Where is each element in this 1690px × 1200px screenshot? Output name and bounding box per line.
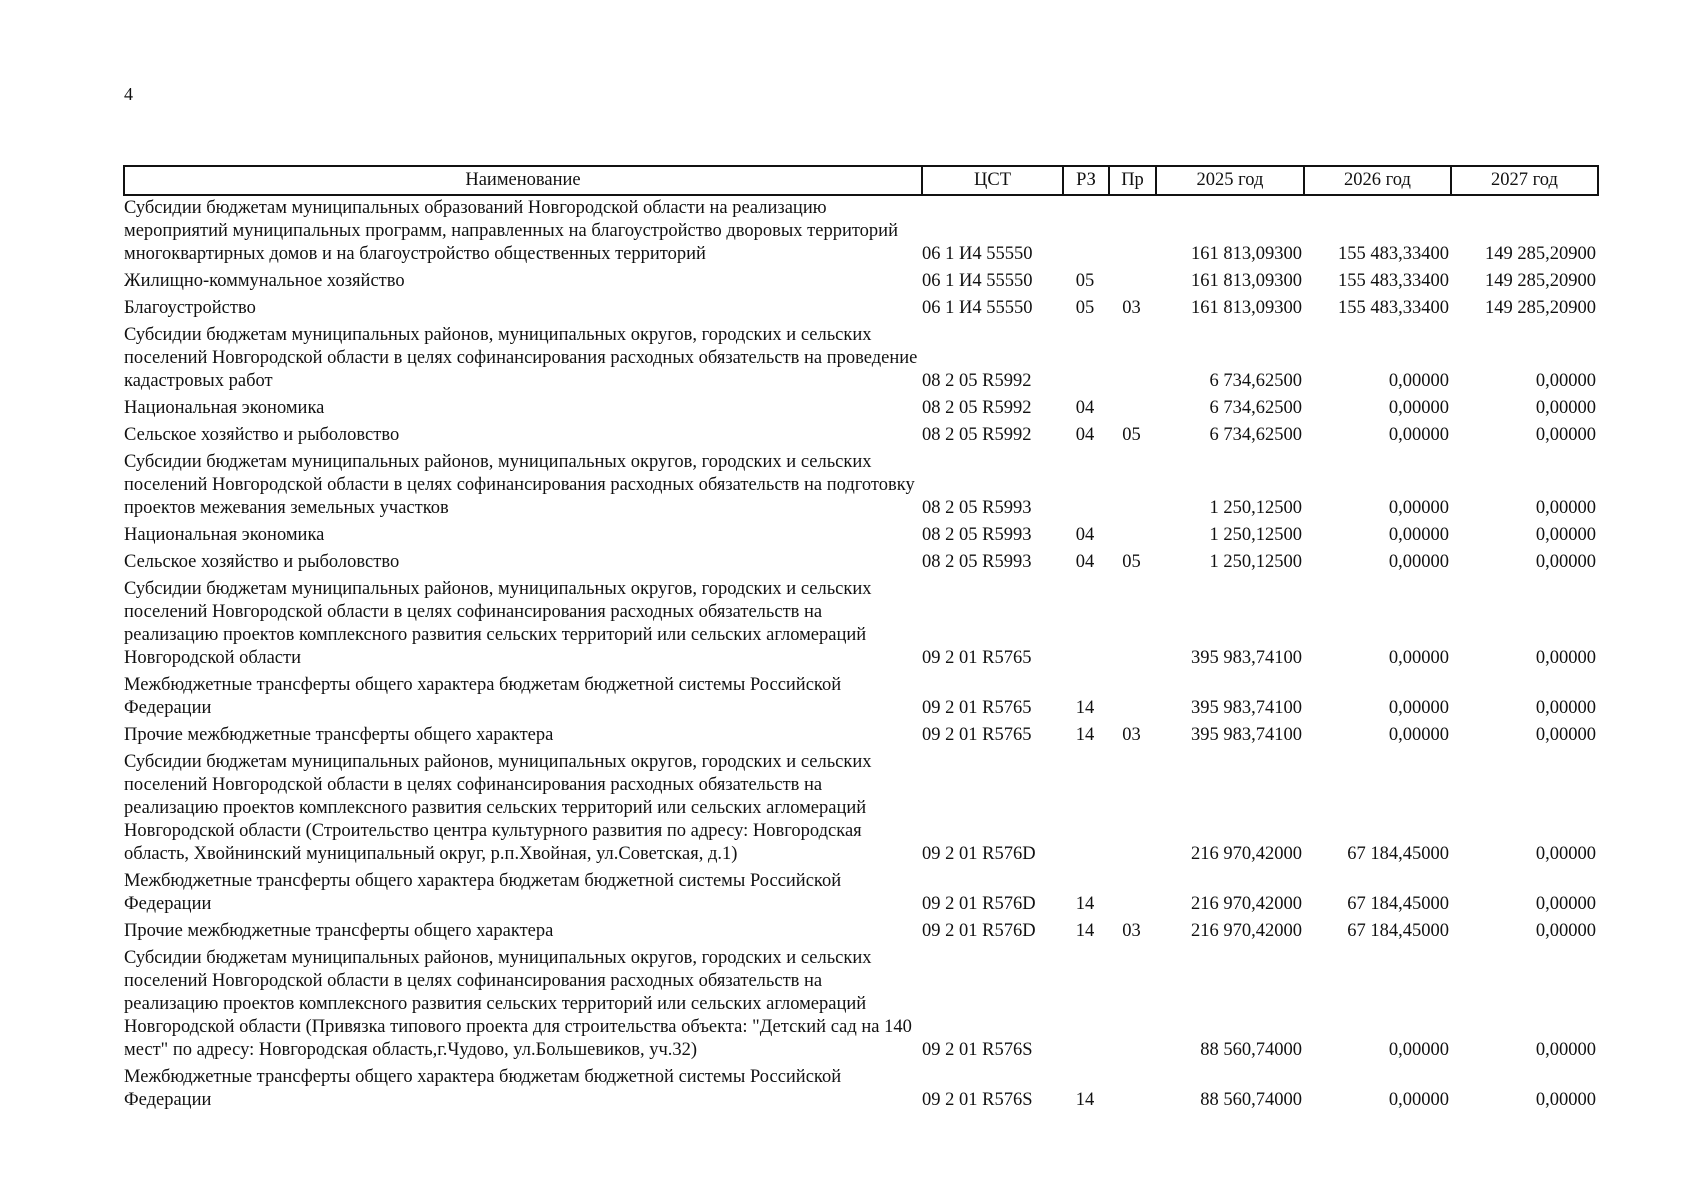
row-pr: 05 <box>1122 425 1141 445</box>
row-cst: 09 2 01 R5765 <box>922 698 1032 718</box>
row-cst: 08 2 05 R5992 <box>922 371 1032 391</box>
row-2026: 0,00000 <box>1388 371 1449 391</box>
table-row <box>124 750 1598 869</box>
row-name: Сельское хозяйство и рыболовство <box>124 425 400 445</box>
row-pr <box>1109 869 1156 919</box>
row-cst: 08 2 05 R5992 <box>922 425 1032 445</box>
row-cst: 08 2 05 R5993 <box>922 552 1032 572</box>
row-cst: 09 2 01 R576S <box>922 1040 1033 1060</box>
row-rz: 04 <box>1075 525 1095 545</box>
row-name: Прочие межбюджетные трансферты общего характера <box>124 921 554 941</box>
row-2025: 395 983,74100 <box>1191 648 1302 668</box>
row-pr: 05 <box>1122 552 1141 572</box>
row-rz: 14 <box>1075 894 1095 914</box>
row-rz: 14 <box>1075 725 1095 745</box>
row-name: Жилищно-коммунальное хозяйство <box>124 271 405 291</box>
row-2026: 0,00000 <box>1388 552 1449 572</box>
row-2027: 0,00000 <box>1535 894 1596 914</box>
row-2027: 0,00000 <box>1535 371 1596 391</box>
row-cst: 08 2 05 R5993 <box>922 525 1032 545</box>
table-row <box>124 396 1598 423</box>
row-pr <box>1109 673 1156 723</box>
row-name: Межбюджетные трансферты общего характера бюджетам бюджетной системы Российской Федерации <box>124 675 842 718</box>
row-pr: 03 <box>1122 725 1141 745</box>
row-2026: 67 184,45000 <box>1347 894 1449 914</box>
row-pr <box>1109 450 1156 523</box>
row-2027: 0,00000 <box>1535 648 1596 668</box>
row-cst: 09 2 01 R576D <box>922 894 1036 914</box>
table-row <box>124 323 1598 396</box>
row-2025: 1 250,12500 <box>1209 552 1302 572</box>
header-cst: ЦСТ <box>922 166 1063 195</box>
table-row <box>124 450 1598 523</box>
table-row <box>124 869 1598 919</box>
row-rz: 14 <box>1075 1090 1095 1110</box>
row-rz <box>1063 750 1109 869</box>
row-rz: 04 <box>1075 425 1095 445</box>
row-2026: 0,00000 <box>1388 1040 1449 1060</box>
row-cst: 06 1 И4 55550 <box>922 271 1033 291</box>
header-2025: 2025 год <box>1156 166 1304 195</box>
budget-table <box>123 165 1599 1115</box>
row-2027: 149 285,20900 <box>1485 298 1596 318</box>
row-name: Сельское хозяйство и рыболовство <box>124 552 400 572</box>
table-row <box>124 550 1598 577</box>
row-2027: 0,00000 <box>1535 425 1596 445</box>
row-2027: 0,00000 <box>1535 844 1596 864</box>
header-rz: РЗ <box>1063 166 1109 195</box>
row-2025: 216 970,42000 <box>1191 921 1302 941</box>
row-name: Субсидии бюджетам муниципальных районов, муниципальных округов, городских и сельских поселений Новгородской области в целях софинансирования расходных обязательств на подготовку проектов межевания земельных участков <box>124 452 915 518</box>
row-name: Субсидии бюджетам муниципальных районов, муниципальных округов, городских и сельских поселений Новгородской области в целях софинансирования расходных обязательств на проведение кадастровых работ <box>124 325 918 391</box>
row-2026: 0,00000 <box>1388 648 1449 668</box>
table-row <box>124 296 1598 323</box>
row-2025: 88 560,74000 <box>1200 1090 1302 1110</box>
table-row <box>124 423 1598 450</box>
row-2026: 0,00000 <box>1388 698 1449 718</box>
table-row <box>124 673 1598 723</box>
row-cst: 09 2 01 R576S <box>922 1090 1033 1110</box>
row-cst: 08 2 05 R5992 <box>922 398 1032 418</box>
table-row <box>124 269 1598 296</box>
row-2026: 67 184,45000 <box>1347 921 1449 941</box>
row-pr: 03 <box>1122 298 1141 318</box>
row-rz <box>1063 323 1109 396</box>
row-name: Субсидии бюджетам муниципальных районов, муниципальных округов, городских и сельских поселений Новгородской области в целях софинансирования расходных обязательств на реализацию проектов комплексного развития сельских территорий или сельских агломераций Новгородской области (Привязка типового проекта для строительства объекта: "Детский сад на 140 мест" по адресу: Новгородская область,г.Чудово, ул.Большевиков, уч.32) <box>124 948 912 1060</box>
row-2027: 0,00000 <box>1535 398 1596 418</box>
row-2025: 161 813,09300 <box>1191 271 1302 291</box>
row-2026: 0,00000 <box>1388 1090 1449 1110</box>
row-rz: 05 <box>1075 271 1095 291</box>
row-name: Национальная экономика <box>124 525 325 545</box>
row-2027: 0,00000 <box>1535 698 1596 718</box>
header-pr: Пр <box>1109 166 1156 195</box>
row-2027: 0,00000 <box>1535 1040 1596 1060</box>
table-row <box>124 723 1598 750</box>
row-rz: 14 <box>1075 921 1095 941</box>
row-2027: 0,00000 <box>1535 552 1596 572</box>
row-pr <box>1109 323 1156 396</box>
row-rz: 04 <box>1075 552 1095 572</box>
table-row <box>124 195 1598 269</box>
row-2027: 149 285,20900 <box>1485 244 1596 264</box>
table-header-row <box>124 166 1598 195</box>
row-2026: 0,00000 <box>1388 398 1449 418</box>
row-2025: 88 560,74000 <box>1200 1040 1302 1060</box>
row-2027: 0,00000 <box>1535 498 1596 518</box>
row-2025: 216 970,42000 <box>1191 894 1302 914</box>
row-2025: 1 250,12500 <box>1209 498 1302 518</box>
table-row <box>124 919 1598 946</box>
row-2025: 6 734,62500 <box>1209 371 1302 391</box>
row-cst: 09 2 01 R5765 <box>922 725 1032 745</box>
row-name: Межбюджетные трансферты общего характера бюджетам бюджетной системы Российской Федерации <box>124 871 842 914</box>
row-pr: 03 <box>1122 921 1141 941</box>
row-2025: 161 813,09300 <box>1191 244 1302 264</box>
table-row <box>124 523 1598 550</box>
row-2026: 155 483,33400 <box>1338 244 1449 264</box>
row-2027: 0,00000 <box>1535 921 1596 941</box>
row-pr <box>1109 577 1156 673</box>
row-name: Национальная экономика <box>124 398 325 418</box>
row-pr <box>1109 195 1156 269</box>
row-cst: 09 2 01 R5765 <box>922 648 1032 668</box>
table-row <box>124 946 1598 1065</box>
row-rz: 14 <box>1075 698 1095 718</box>
row-pr <box>1109 523 1156 550</box>
row-2025: 1 250,12500 <box>1209 525 1302 545</box>
row-rz <box>1063 577 1109 673</box>
table-row <box>124 1065 1598 1115</box>
row-2026: 0,00000 <box>1388 725 1449 745</box>
page-number: 4 <box>124 84 133 104</box>
row-2025: 161 813,09300 <box>1191 298 1302 318</box>
row-2025: 395 983,74100 <box>1191 725 1302 745</box>
row-cst: 08 2 05 R5993 <box>922 498 1032 518</box>
row-pr <box>1109 750 1156 869</box>
row-rz <box>1063 450 1109 523</box>
row-rz <box>1063 195 1109 269</box>
row-name: Субсидии бюджетам муниципальных образований Новгородской области на реализацию мероприятий муниципальных программ, направленных на благоустройство дворовых территорий многоквартирных домов и на благоустройство общественных территорий <box>124 198 898 264</box>
row-2025: 6 734,62500 <box>1209 425 1302 445</box>
row-2025: 6 734,62500 <box>1209 398 1302 418</box>
header-2026: 2026 год <box>1304 166 1451 195</box>
row-2025: 395 983,74100 <box>1191 698 1302 718</box>
row-rz: 04 <box>1075 398 1095 418</box>
row-2026: 155 483,33400 <box>1338 271 1449 291</box>
row-name: Прочие межбюджетные трансферты общего характера <box>124 725 554 745</box>
row-2026: 0,00000 <box>1388 525 1449 545</box>
row-2026: 155 483,33400 <box>1338 298 1449 318</box>
row-cst: 06 1 И4 55550 <box>922 298 1033 318</box>
row-2026: 0,00000 <box>1388 425 1449 445</box>
row-2025: 216 970,42000 <box>1191 844 1302 864</box>
row-pr <box>1109 1065 1156 1115</box>
row-name: Межбюджетные трансферты общего характера бюджетам бюджетной системы Российской Федерации <box>124 1067 842 1110</box>
row-2026: 0,00000 <box>1388 498 1449 518</box>
row-2027: 0,00000 <box>1535 525 1596 545</box>
row-2027: 149 285,20900 <box>1485 271 1596 291</box>
row-name: Субсидии бюджетам муниципальных районов, муниципальных округов, городских и сельских поселений Новгородской области в целях софинансирования расходных обязательств на реализацию проектов комплексного развития сельских территорий или сельских агломераций Новгородской области (Строительство центра культурного развития по адресу: Новгородская область, Хвойнинский муниципальный округ, р.п.Хвойная, ул.Советская, д.1) <box>124 752 872 864</box>
row-pr <box>1109 946 1156 1065</box>
row-name: Субсидии бюджетам муниципальных районов, муниципальных округов, городских и сельских поселений Новгородской области в целях софинансирования расходных обязательств на реализацию проектов комплексного развития сельских территорий или сельских агломераций Новгородской области <box>124 579 872 668</box>
row-cst: 06 1 И4 55550 <box>922 244 1033 264</box>
row-2026: 67 184,45000 <box>1347 844 1449 864</box>
table-row <box>124 577 1598 673</box>
table-body <box>124 195 1598 1115</box>
row-name: Благоустройство <box>124 298 256 318</box>
header-name: Наименование <box>124 166 922 195</box>
row-cst: 09 2 01 R576D <box>922 844 1036 864</box>
row-rz: 05 <box>1075 298 1095 318</box>
row-pr <box>1109 396 1156 423</box>
row-2027: 0,00000 <box>1535 1090 1596 1110</box>
row-cst: 09 2 01 R576D <box>922 921 1036 941</box>
row-pr <box>1109 269 1156 296</box>
header-2027: 2027 год <box>1451 166 1598 195</box>
row-rz <box>1063 946 1109 1065</box>
row-2027: 0,00000 <box>1535 725 1596 745</box>
